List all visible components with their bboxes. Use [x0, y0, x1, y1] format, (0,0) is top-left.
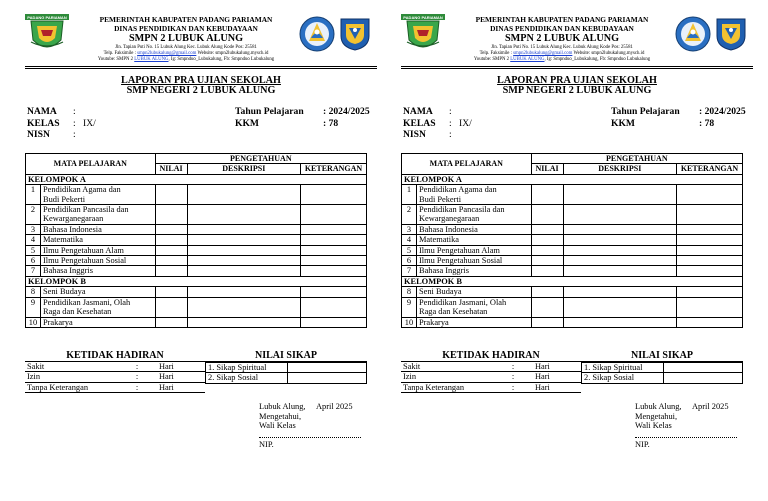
- subject-name-line: Raga dan Kesehatan: [418, 307, 488, 317]
- kkm-value: : 78: [699, 117, 715, 129]
- subject-description-cell: [563, 235, 676, 245]
- subject-note-cell: [677, 256, 743, 266]
- subject-description-cell: [187, 266, 300, 276]
- subject-note-cell: [677, 266, 743, 276]
- subject-number: 6: [402, 256, 417, 266]
- subject-note-cell: [301, 224, 367, 234]
- subject-number: 10: [26, 317, 41, 327]
- email-link[interactable]: smpn2lubukalung@gmail.com: [513, 51, 573, 56]
- subject-row: [26, 205, 367, 225]
- subject-row: [402, 224, 743, 234]
- subject-number: 5: [402, 245, 417, 255]
- subject-name: [40, 297, 155, 317]
- subject-name-line: Budi Pekerti: [42, 194, 86, 204]
- subject-score-cell: [155, 297, 187, 317]
- subject-description-cell: [563, 297, 676, 317]
- subject-row: [26, 245, 367, 255]
- subject-name-line: Kewarganegaraan: [418, 214, 480, 224]
- subject-name-line: Pendidikan Agama dan: [418, 185, 497, 195]
- kkm-label: KKM: [235, 117, 259, 129]
- attendance-colon: :: [117, 382, 157, 392]
- tahun-label: Tahun Pelajaran: [611, 106, 680, 117]
- email-link[interactable]: smpn2lubukalung@gmail.com: [137, 51, 197, 56]
- subject-name-line: Seni Budaya: [42, 287, 86, 297]
- attitude-label: 2. Sikap Sosial: [206, 373, 288, 383]
- attitude-title: NILAI SIKAP: [581, 350, 743, 362]
- kkm-label: KKM: [611, 117, 635, 129]
- subject-note-cell: [301, 205, 367, 225]
- report-header: [21, 0, 381, 66]
- subject-name-line: Ilmu Pengetahuan Alam: [42, 245, 124, 255]
- sign-acknowledged: Mengetahui,: [635, 411, 678, 421]
- attitude-label: 1. Sikap Spiritual: [582, 363, 664, 373]
- subject-row: [402, 297, 743, 317]
- subject-name-line: Bahasa Indonesia: [42, 224, 102, 234]
- subject-score-cell: [155, 224, 187, 234]
- subject-row: [402, 235, 743, 245]
- signature-line: [259, 437, 361, 438]
- subject-number: 5: [26, 245, 41, 255]
- subject-note-cell: [301, 235, 367, 245]
- signature-block: [259, 402, 353, 449]
- attendance-label: Tanpa Keterangan: [401, 382, 493, 392]
- subject-name: [40, 266, 155, 276]
- grades-table: [401, 153, 743, 328]
- social-link[interactable]: LUBUK ALUNG: [134, 57, 169, 62]
- subject-row: [402, 266, 743, 276]
- sign-role: Wali Kelas: [259, 421, 296, 431]
- attendance-unit: Hari: [157, 362, 205, 372]
- attendance-unit: Hari: [157, 372, 205, 382]
- subject-number: 9: [402, 297, 417, 317]
- subject-score-cell: [155, 205, 187, 225]
- report-title: [21, 76, 381, 96]
- subject-name-line: Seni Budaya: [418, 287, 462, 297]
- subject-row: [26, 297, 367, 317]
- attendance-unit: Hari: [533, 372, 581, 382]
- subject-score-cell: [531, 224, 563, 234]
- report-title-line2: SMP NEGERI 2 LUBUK ALUNG: [126, 85, 276, 96]
- subject-description-cell: [563, 266, 676, 276]
- header-social: Youtube: SMPN 2 LUBUK ALUNG, Ig: Smpnduo_Lubukalung, Fb: Smpnduo Lubukalung: [97, 57, 275, 62]
- signature-block: [635, 402, 729, 449]
- subject-header: MATA PELAJARAN: [402, 154, 532, 175]
- header-department: DINAS PENDIDIKAN DAN KEBUDAYAAN: [490, 24, 634, 33]
- kelas-label: KELAS: [27, 117, 60, 129]
- report-title: [397, 76, 757, 96]
- student-identity: NAMA : Tahun Pelajaran : 2024/2025 KELAS : IX/ KKM : 78 NISN :: [403, 106, 746, 140]
- attendance-row: [25, 362, 205, 372]
- subject-row: [26, 266, 367, 276]
- subject-name-line: Prakarya: [42, 317, 73, 327]
- subject-row: [402, 256, 743, 266]
- subject-note-cell: [301, 287, 367, 297]
- attitude-row: [206, 363, 367, 373]
- subject-description-cell: [563, 256, 676, 266]
- attitude-value-cell: [287, 373, 366, 383]
- nilai-header: NILAI: [155, 164, 187, 174]
- attendance-table: [401, 362, 581, 393]
- header-contact: Telp. Faksimile : smpn2lubukalung@gmail.com Website: smpn2lubukalung.mysch.id: [479, 51, 645, 56]
- school-emblem-icon: [337, 16, 373, 52]
- subject-name-line: Ilmu Pengetahuan Sosial: [418, 256, 503, 266]
- sign-nip: NIP.: [259, 440, 274, 449]
- attendance-label: Sakit: [401, 362, 493, 372]
- attendance-colon: :: [493, 382, 533, 392]
- nisn-label: NISN: [27, 129, 50, 140]
- attitude-title: NILAI SIKAP: [205, 350, 367, 362]
- sign-place: Lubuk Alung,: [259, 402, 306, 411]
- subject-name: [416, 317, 531, 327]
- header-school-name: SMPN 2 LUBUK ALUNG: [128, 33, 244, 44]
- subject-name: [416, 266, 531, 276]
- attendance-colon: :: [493, 372, 533, 382]
- subject-name-line: Pendidikan Jasmani, Olah: [42, 297, 131, 307]
- report-page-left: [21, 0, 381, 501]
- subject-name: [416, 297, 531, 317]
- subject-number: 6: [26, 256, 41, 266]
- kelas-value: IX/: [459, 117, 472, 129]
- subject-number: 10: [402, 317, 417, 327]
- attendance-table: [25, 362, 205, 393]
- attendance-row: [401, 382, 581, 392]
- subject-description-cell: [187, 245, 300, 255]
- header-government: PEMERINTAH KABUPATEN PADANG PARIAMAN: [475, 15, 649, 24]
- subject-name-line: Pendidikan Jasmani, Olah: [418, 297, 507, 307]
- nisn-label: NISN: [403, 129, 426, 140]
- education-logo: [299, 16, 335, 52]
- attendance-row: [401, 362, 581, 372]
- header-government: PEMERINTAH KABUPATEN PADANG PARIAMAN: [99, 15, 273, 24]
- sign-place: Lubuk Alung,: [635, 402, 682, 411]
- subject-name-line: Bahasa Inggris: [418, 266, 469, 276]
- subject-score-cell: [155, 266, 187, 276]
- subject-name-line: Pendidikan Pancasila dan: [42, 205, 129, 215]
- subject-description-cell: [563, 317, 676, 327]
- tut-wuri-handayani-icon: [675, 16, 711, 52]
- subject-score-cell: [155, 235, 187, 245]
- attendance-attitude-section: [401, 350, 743, 394]
- sign-date: April 2025: [316, 402, 353, 411]
- subject-name: [40, 224, 155, 234]
- subject-number: 4: [26, 235, 41, 245]
- subject-description-cell: [563, 205, 676, 225]
- subject-number: 9: [26, 297, 41, 317]
- attendance-title: KETIDAK HADIRAN: [401, 350, 581, 362]
- header-department: DINAS PENDIDIKAN DAN KEBUDAYAAN: [114, 24, 258, 33]
- subject-name-line: Budi Pekerti: [418, 194, 462, 204]
- header-contact: Telp. Faksimile : smpn2lubukalung@gmail.com Website: smpn2lubukalung.mysch.id: [103, 51, 269, 56]
- subject-score-cell: [531, 256, 563, 266]
- social-link[interactable]: LUBUK ALUNG: [510, 57, 545, 62]
- subject-name-line: Pendidikan Agama dan: [42, 185, 121, 195]
- attendance-unit: Hari: [533, 382, 581, 392]
- report-page-right: [397, 0, 757, 501]
- subject-number: 2: [402, 205, 417, 225]
- tahun-value: : 2024/2025: [323, 106, 370, 117]
- subject-name-line: Pendidikan Pancasila dan: [418, 205, 505, 215]
- attendance-label: Izin: [25, 372, 117, 382]
- subject-name-line: Ilmu Pengetahuan Sosial: [42, 256, 127, 266]
- subject-score-cell: [531, 287, 563, 297]
- sign-nip: NIP.: [635, 440, 650, 449]
- attitude-table: [205, 362, 367, 384]
- subject-note-cell: [301, 297, 367, 317]
- subject-note-cell: [301, 245, 367, 255]
- group-b-label: KELOMPOK B: [402, 276, 743, 286]
- subject-number: 2: [26, 205, 41, 225]
- subject-score-cell: [531, 205, 563, 225]
- subject-name-line: Matematika: [42, 235, 83, 245]
- report-header: [397, 0, 757, 66]
- grades-table: [25, 153, 367, 328]
- subject-name-line: Matematika: [418, 235, 459, 245]
- subject-row: [26, 256, 367, 266]
- subject-note-cell: [677, 287, 743, 297]
- tahun-label: Tahun Pelajaran: [235, 106, 304, 117]
- subject-score-cell: [531, 185, 563, 205]
- subject-score-cell: [531, 297, 563, 317]
- report-title-line2: SMP NEGERI 2 LUBUK ALUNG: [502, 85, 652, 96]
- subject-name-line: Bahasa Indonesia: [418, 224, 478, 234]
- attendance-label: Izin: [401, 372, 493, 382]
- signature-line: [635, 437, 737, 438]
- subject-row: [402, 317, 743, 327]
- nama-label: NAMA: [27, 106, 57, 117]
- attitude-value-cell: [663, 373, 742, 383]
- nama-label: NAMA: [403, 106, 433, 117]
- subject-name: [416, 245, 531, 255]
- subject-row: [26, 317, 367, 327]
- header-text: [451, 15, 673, 63]
- subject-description-cell: [187, 317, 300, 327]
- tut-wuri-handayani-icon: [299, 16, 335, 52]
- student-identity: NAMA : Tahun Pelajaran : 2024/2025 KELAS : IX/ KKM : 78 NISN :: [27, 106, 370, 140]
- subject-name-line: Raga dan Kesehatan: [42, 307, 112, 317]
- padang-pariaman-emblem-icon: [25, 14, 69, 54]
- subject-name: [416, 205, 531, 225]
- subject-note-cell: [677, 297, 743, 317]
- subject-score-cell: [155, 287, 187, 297]
- header-address: Jln. Tapian Puti No. 15 Lubuk Alung Kec. Lubuk Alung Kode Pos: 25581: [115, 45, 257, 50]
- subject-name: [40, 317, 155, 327]
- subject-description-cell: [187, 287, 300, 297]
- subject-score-cell: [531, 245, 563, 255]
- subject-description-cell: [187, 205, 300, 225]
- school-logo: [337, 16, 373, 52]
- subject-header: MATA PELAJARAN: [26, 154, 156, 175]
- subject-name: [40, 287, 155, 297]
- subject-row: [402, 205, 743, 225]
- subject-name: [416, 185, 531, 205]
- subject-number: 4: [402, 235, 417, 245]
- deskripsi-header: DESKRIPSI: [563, 164, 676, 174]
- attendance-colon: :: [117, 372, 157, 382]
- subject-score-cell: [155, 245, 187, 255]
- group-a-label: KELOMPOK A: [402, 174, 743, 184]
- header-rule: [25, 66, 377, 69]
- subject-row: [402, 185, 743, 205]
- subject-number: 1: [26, 185, 41, 205]
- subject-name-line: Ilmu Pengetahuan Alam: [418, 245, 500, 255]
- subject-number: 1: [402, 185, 417, 205]
- subject-row: [26, 235, 367, 245]
- header-social: Youtube: SMPN 2 LUBUK ALUNG, Ig: Smpnduo_Lubukalung, Fb: Smpnduo Lubukalung: [473, 57, 651, 62]
- subject-row: [26, 185, 367, 205]
- keterangan-header: KETERANGAN: [677, 164, 743, 174]
- kkm-value: : 78: [323, 117, 339, 129]
- education-logo: [675, 16, 711, 52]
- subject-note-cell: [301, 185, 367, 205]
- subject-note-cell: [301, 317, 367, 327]
- sign-acknowledged: Mengetahui,: [259, 411, 302, 421]
- svg-text:PADANG PARIAMAN: PADANG PARIAMAN: [27, 14, 67, 20]
- subject-row: [26, 224, 367, 234]
- subject-score-cell: [531, 235, 563, 245]
- subject-name: [416, 235, 531, 245]
- attendance-label: Tanpa Keterangan: [25, 382, 117, 392]
- subject-number: 3: [26, 224, 41, 234]
- attendance-title: KETIDAK HADIRAN: [25, 350, 205, 362]
- subject-score-cell: [155, 185, 187, 205]
- attendance-attitude-section: [25, 350, 367, 394]
- subject-note-cell: [677, 245, 743, 255]
- attitude-row: [582, 363, 743, 373]
- svg-text:PADANG PARIAMAN: PADANG PARIAMAN: [403, 14, 443, 20]
- knowledge-header: PENGETAHUAN: [155, 154, 366, 164]
- subject-description-cell: [563, 224, 676, 234]
- subject-name: [40, 185, 155, 205]
- subject-row: [402, 245, 743, 255]
- attitude-row: [206, 373, 367, 383]
- subject-number: 8: [26, 287, 41, 297]
- subject-number: 7: [26, 266, 41, 276]
- subject-name: [40, 235, 155, 245]
- kelas-value: IX/: [83, 117, 96, 129]
- subject-description-cell: [187, 297, 300, 317]
- header-text: [75, 15, 297, 63]
- subject-name: [40, 245, 155, 255]
- subject-score-cell: [531, 266, 563, 276]
- subject-name: [416, 256, 531, 266]
- subject-name: [416, 287, 531, 297]
- subject-note-cell: [301, 266, 367, 276]
- header-school-name: SMPN 2 LUBUK ALUNG: [504, 33, 620, 44]
- header-rule: [401, 66, 753, 69]
- attendance-label: Sakit: [25, 362, 117, 372]
- attitude-row: [582, 373, 743, 383]
- kelas-label: KELAS: [403, 117, 436, 129]
- subject-note-cell: [677, 235, 743, 245]
- subject-name: [40, 256, 155, 266]
- subject-row: [26, 287, 367, 297]
- subject-description-cell: [187, 185, 300, 205]
- subject-description-cell: [563, 287, 676, 297]
- keterangan-header: KETERANGAN: [301, 164, 367, 174]
- subject-note-cell: [677, 205, 743, 225]
- attitude-label: 1. Sikap Spiritual: [206, 363, 288, 373]
- attendance-row: [401, 372, 581, 382]
- subject-description-cell: [187, 256, 300, 266]
- subject-score-cell: [155, 317, 187, 327]
- subject-name-line: Prakarya: [418, 317, 449, 327]
- padang-pariaman-emblem-icon: [401, 14, 445, 54]
- subject-note-cell: [677, 224, 743, 234]
- attitude-label: 2. Sikap Sosial: [582, 373, 664, 383]
- subject-number: 8: [402, 287, 417, 297]
- regency-logo: [25, 14, 69, 54]
- tahun-value: : 2024/2025: [699, 106, 746, 117]
- subject-name: [40, 205, 155, 225]
- group-b-label: KELOMPOK B: [26, 276, 367, 286]
- subject-score-cell: [531, 317, 563, 327]
- school-logo: [713, 16, 749, 52]
- sign-date: April 2025: [692, 402, 729, 411]
- school-emblem-icon: [713, 16, 749, 52]
- attitude-value-cell: [663, 363, 742, 373]
- group-a-label: KELOMPOK A: [26, 174, 367, 184]
- subject-number: 3: [402, 224, 417, 234]
- report-title-line1: LAPORAN PRA UJIAN SEKOLAH: [497, 75, 657, 86]
- report-title-line1: LAPORAN PRA UJIAN SEKOLAH: [121, 75, 281, 86]
- attendance-colon: :: [117, 362, 157, 372]
- subject-description-cell: [563, 245, 676, 255]
- subject-score-cell: [155, 256, 187, 266]
- subject-note-cell: [677, 317, 743, 327]
- sign-role: Wali Kelas: [635, 421, 672, 431]
- attendance-colon: :: [493, 362, 533, 372]
- subject-description-cell: [563, 185, 676, 205]
- regency-logo: [401, 14, 445, 54]
- attendance-row: [25, 382, 205, 392]
- header-address: Jln. Tapian Puti No. 15 Lubuk Alung Kec. Lubuk Alung Kode Pos: 25581: [491, 45, 633, 50]
- subject-name-line: Kewarganegaraan: [42, 214, 104, 224]
- subject-description-cell: [187, 224, 300, 234]
- attitude-value-cell: [287, 363, 366, 373]
- subject-number: 7: [402, 266, 417, 276]
- attitude-table: [581, 362, 743, 384]
- attendance-row: [25, 372, 205, 382]
- subject-row: [402, 287, 743, 297]
- subject-name-line: Bahasa Inggris: [42, 266, 93, 276]
- deskripsi-header: DESKRIPSI: [187, 164, 300, 174]
- subject-note-cell: [677, 185, 743, 205]
- subject-note-cell: [301, 256, 367, 266]
- nilai-header: NILAI: [531, 164, 563, 174]
- subject-description-cell: [187, 235, 300, 245]
- attendance-unit: Hari: [157, 382, 205, 392]
- knowledge-header: PENGETAHUAN: [531, 154, 742, 164]
- subject-name: [416, 224, 531, 234]
- attendance-unit: Hari: [533, 362, 581, 372]
